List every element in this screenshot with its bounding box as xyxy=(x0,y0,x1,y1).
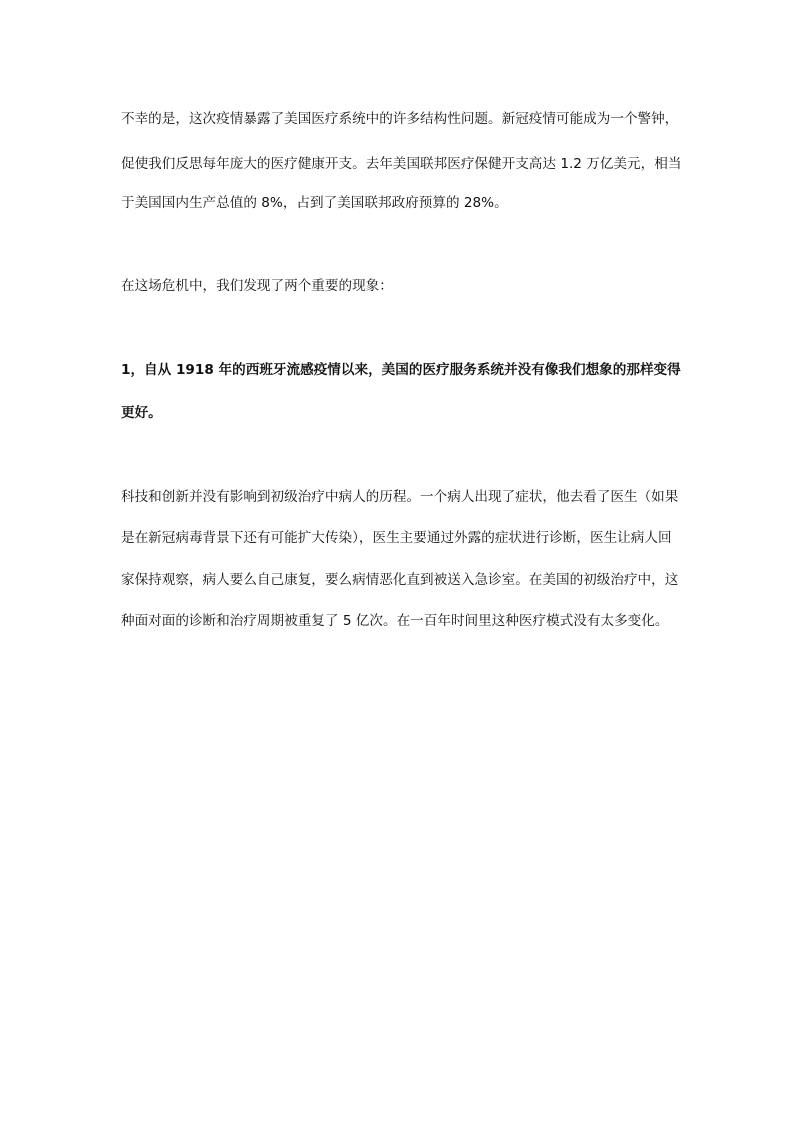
text-line: 家保持观察，病人要么自己康复，要么病情恶化直到被送入急诊室。在美国的初级治疗中，这 xyxy=(121,572,679,588)
bold-text-line: 更好。 xyxy=(121,405,162,421)
bold-text-line: 1，自从 1918 年的西班牙流感疫情以来，美国的医疗服务系统并没有像我们想象的那样变得 xyxy=(121,362,681,378)
text-line: 在这场危机中，我们发现了两个重要的现象： xyxy=(121,278,393,294)
text-line: 是在新冠病毒背景下还有可能扩大传染），医生主要通过外露的症状进行诊断，医生让病人回 xyxy=(121,530,672,546)
text-line: 促使我们反思每年庞大的医疗健康开支。去年美国联邦医疗保健开支高达 1.2 万亿美元，相当 xyxy=(121,156,682,172)
text-line: 于美国国内生产总值的 8%，占到了美国联邦政府预算的 28%。 xyxy=(121,195,508,211)
text-line: 科技和创新并没有影响到初级治疗中病人的历程。一个病人出现了症状，他去看了医生（如果 xyxy=(121,489,679,505)
text-line: 不幸的是，这次疫情暴露了美国医疗系统中的许多结构性问题。新冠疫情可能成为一个警钟， xyxy=(121,111,679,127)
text-line: 种面对面的诊断和治疗周期被重复了 5 亿次。在一百年时间里这种医疗模式没有太多变化。 xyxy=(121,613,669,629)
